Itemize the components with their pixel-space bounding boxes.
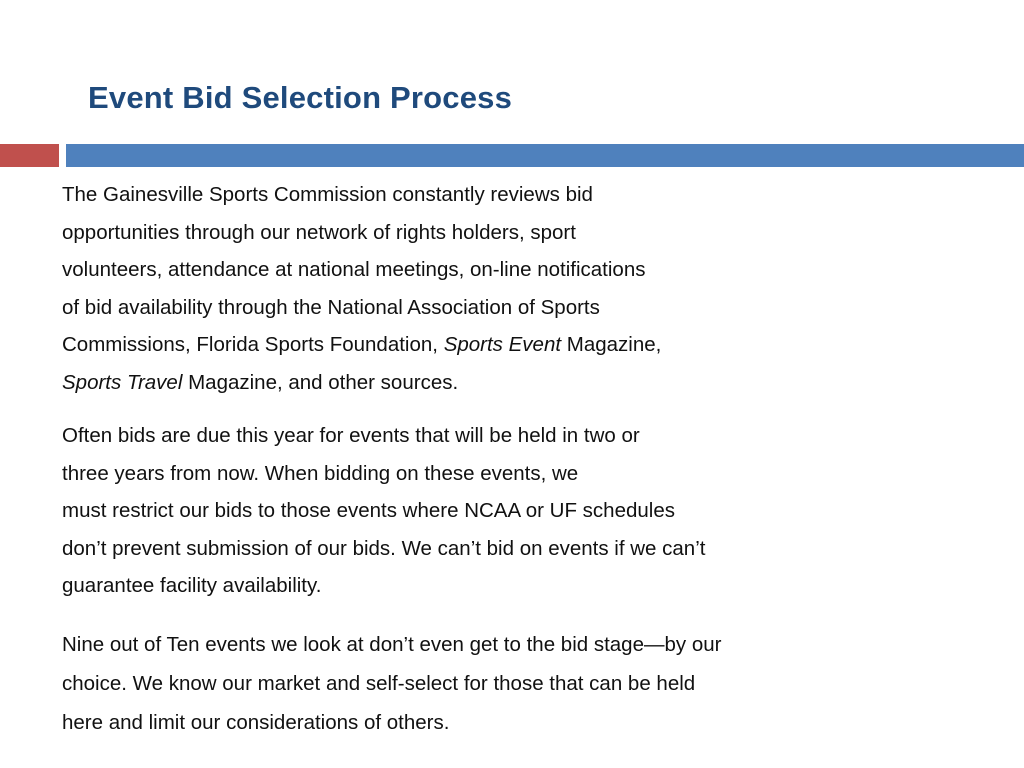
text-line: three years from now. When bidding on these events, we bbox=[62, 461, 579, 485]
text-line bbox=[62, 326, 962, 364]
text-line: must restrict our bids to those events where NCAA or UF schedules bbox=[62, 499, 675, 522]
text-line: don’t prevent submission of our bids. We can’t bid on events if we can’t bbox=[62, 536, 706, 560]
accent-bar-blue bbox=[66, 144, 1024, 167]
publication-name-sports-travel: Sports Travel bbox=[62, 370, 183, 394]
text-line bbox=[62, 364, 962, 402]
paragraph-self-select bbox=[62, 625, 962, 742]
text-line: here and limit our considerations of others. bbox=[62, 710, 450, 734]
slide-title: Event Bid Selection Process bbox=[88, 80, 513, 115]
text-line: The Gainesville Sports Commission constantly reviews bid bbox=[62, 183, 593, 206]
text-segment: Commissions, Florida Sports Foundation, bbox=[62, 333, 444, 356]
publication-name-sports-event: Sports Event bbox=[443, 333, 562, 356]
accent-bar-red bbox=[0, 144, 59, 167]
paragraph-bid-timing bbox=[62, 417, 962, 605]
paragraph-commission-review bbox=[62, 176, 962, 401]
text-line: opportunities through our network of rights holders, sport bbox=[62, 220, 576, 244]
text-line: Nine out of Ten events we look at don’t even get to the bid stage—by our bbox=[62, 632, 722, 656]
text-line: guarantee facility availability. bbox=[62, 574, 322, 597]
text-segment: Magazine, and other sources. bbox=[182, 370, 459, 394]
text-line: Often bids are due this year for events that will be held in two or bbox=[62, 424, 640, 447]
text-segment: Magazine, bbox=[561, 333, 662, 356]
slide-body bbox=[62, 176, 962, 742]
text-line: of bid availability through the National Association of Sports bbox=[62, 295, 600, 319]
text-line: choice. We know our market and self-select for those that can be held bbox=[62, 671, 696, 695]
text-line: volunteers, attendance at national meetings, on-line notifications bbox=[62, 258, 646, 281]
